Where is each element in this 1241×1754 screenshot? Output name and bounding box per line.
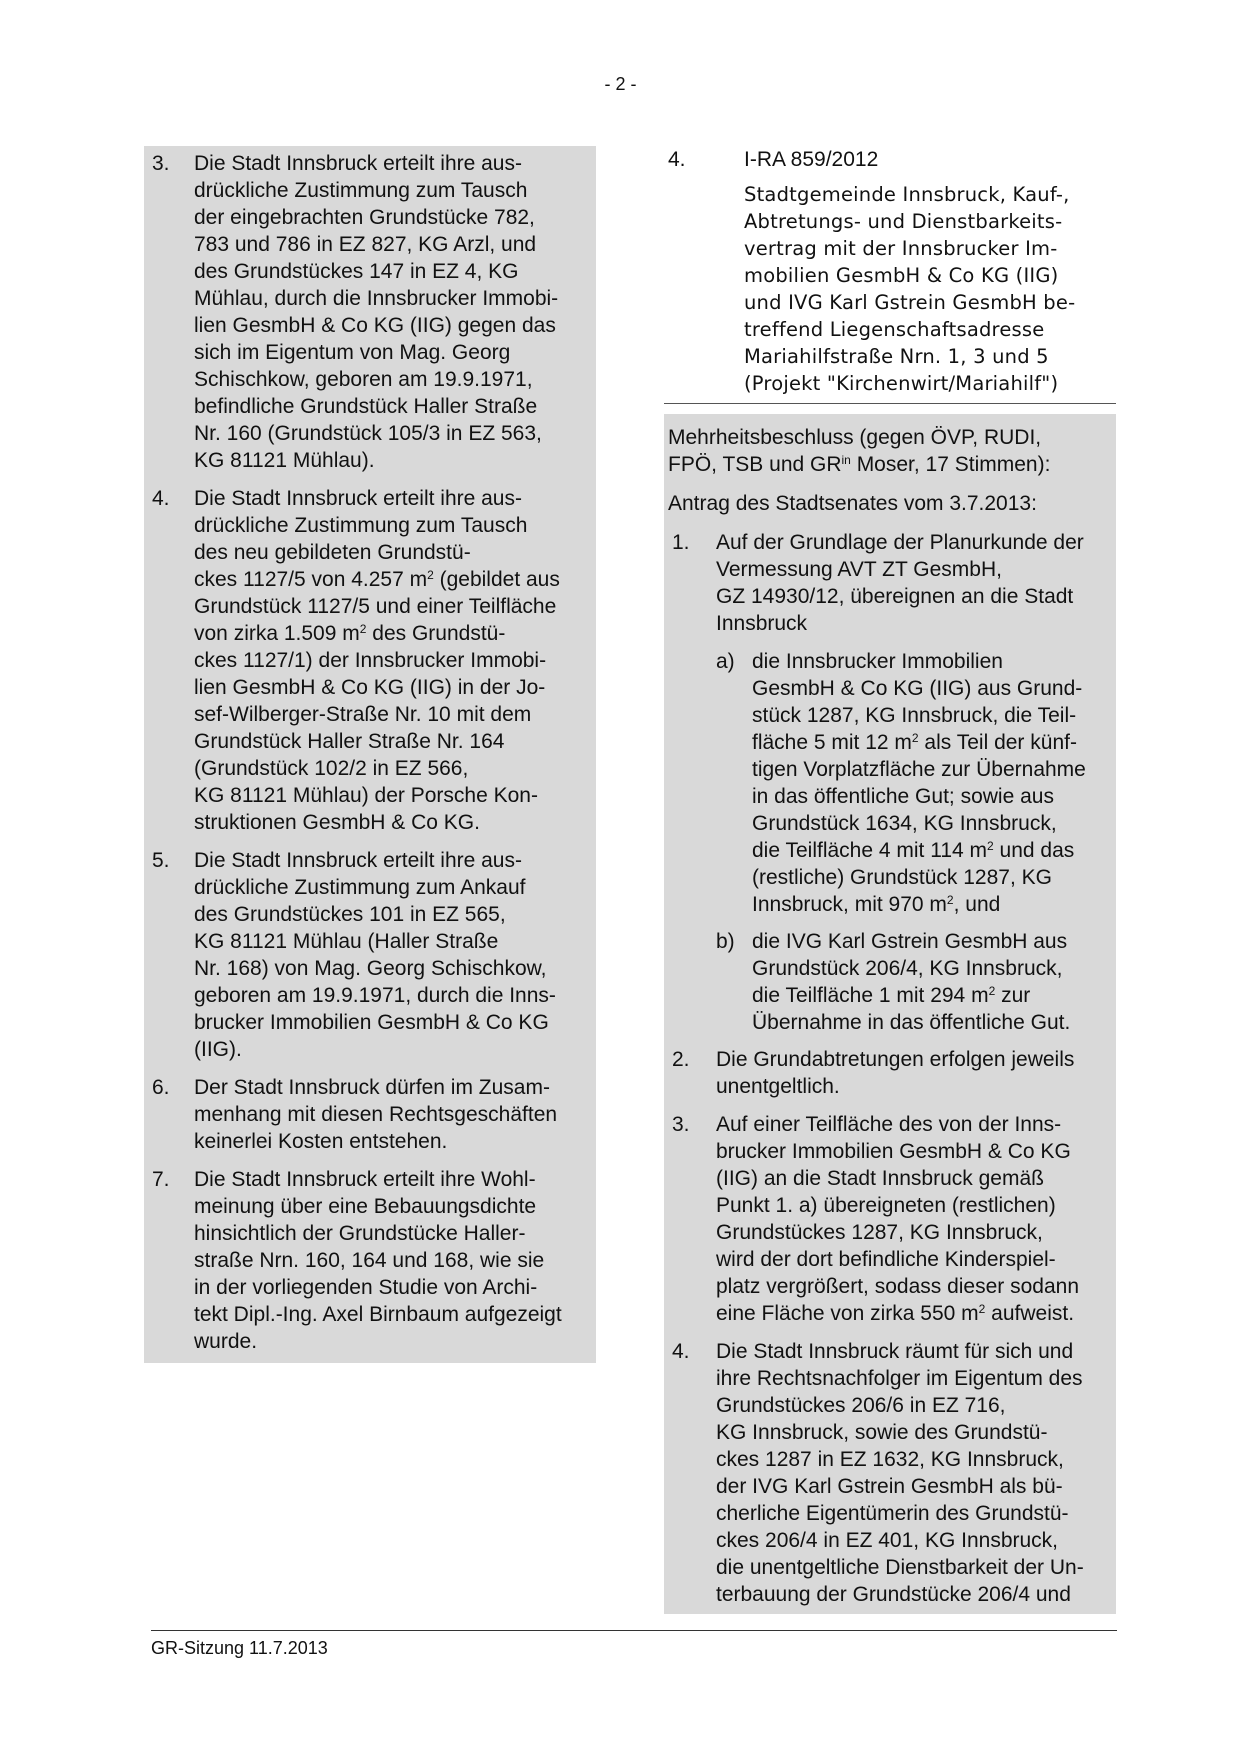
text-line: (IIG).: [194, 1038, 242, 1061]
header-divider: [664, 403, 1116, 404]
sub-item-text: [752, 648, 1112, 918]
item-text: [194, 847, 592, 1063]
text-line: ckes 1127/5 von 4.257 $m^2$ (gebildet aus: [194, 568, 560, 591]
text-line: ckes 1127/1) der Innsbrucker Immobi-: [194, 649, 547, 672]
text-line: (restliche) Grundstück 1287, KG: [752, 866, 1052, 889]
item-number: 3.: [672, 1113, 690, 1136]
text-line: Abtretungs- und Dienstbarkeits-: [744, 210, 1063, 233]
text-line: des neu gebildeten Grundstü-: [194, 541, 471, 564]
text-line: Der Stadt Innsbruck dürfen im Zusam-: [194, 1076, 550, 1099]
text-line: ckes 1287 in EZ 1632, KG Innsbruck,: [716, 1448, 1064, 1471]
text-line: (Projekt "Kirchenwirt/Mariahilf"): [744, 372, 1059, 395]
item-number: 5.: [152, 849, 170, 872]
superscript: 2: [427, 568, 434, 582]
list-item: [148, 1166, 592, 1355]
text-line: straße Nrn. 160, 164 und 168, wie sie: [194, 1249, 545, 1272]
footer-session-label: GR-Sitzung 11.7.2013: [151, 1638, 328, 1658]
text-line: Grundstück 1127/5 und einer Teilfläche: [194, 595, 557, 618]
list-item: [148, 150, 592, 474]
list-item: [148, 1074, 592, 1155]
text-line: Die Stadt Innsbruck erteilt ihre aus-: [194, 152, 522, 175]
text-line: lien GesmbH & Co KG (IIG) gegen das: [194, 314, 556, 337]
item-number: 6.: [152, 1076, 170, 1099]
text-line: drückliche Zustimmung zum Tausch: [194, 514, 528, 537]
text-line: die Teilfläche 4 mit 114 $m^2$ und das: [752, 839, 1075, 862]
text-line: Mühlau, durch die Innsbrucker Immobi-: [194, 287, 559, 310]
text-line: Grundstück 1634, KG Innsbruck,: [752, 812, 1057, 835]
right-shaded-block: [664, 414, 1116, 1614]
sub-item-text: [752, 928, 1112, 1036]
text-line: drückliche Zustimmung zum Ankauf: [194, 876, 526, 899]
item-text: [716, 1111, 1112, 1327]
superscript: 2: [946, 893, 954, 907]
item-text: [194, 1074, 592, 1155]
text-line: Innsbruck: [716, 612, 808, 635]
item-text: [716, 529, 1112, 637]
left-column-shaded-block: [144, 146, 596, 1363]
sub-item-letter: b): [716, 930, 735, 953]
text-line: befindliche Grundstück Haller Straße: [194, 395, 538, 418]
text-line: Mariahilfstraße Nrn. 1, 3 und 5: [744, 345, 1049, 368]
text-line: des Grundstückes 101 in EZ 565,: [194, 903, 506, 926]
text-line: Die Stadt Innsbruck räumt für sich und: [716, 1340, 1074, 1363]
item-text: [716, 1338, 1112, 1608]
item-number: 2.: [672, 1048, 690, 1071]
right-item-list: [668, 1046, 1112, 1608]
text-line: FPÖ, TSB und $GR^{in}$ Moser, 17 Stimmen):: [668, 453, 1051, 476]
text-line: unentgeltlich.: [716, 1075, 840, 1098]
text-line: KG 81121 Mühlau (Haller Straße: [194, 930, 499, 953]
item-number: 4.: [672, 1340, 690, 1363]
item-number: 7.: [152, 1168, 170, 1191]
text-line: Nr. 160 (Grundstück 105/3 in EZ 563,: [194, 422, 542, 445]
text-line: lien GesmbH & Co KG (IIG) in der Jo-: [194, 676, 546, 699]
agenda-subject: [744, 181, 1116, 397]
text-line: Übernahme in das öffentliche Gut.: [752, 1011, 1071, 1034]
text-line: von zirka 1.509 $m^2$ des Grundstü-: [194, 622, 506, 645]
superscript: 2: [987, 839, 994, 853]
text-line: sich im Eigentum von Mag. Georg: [194, 341, 511, 364]
text-line: Punkt 1. a) übereigneten (restlichen): [716, 1194, 1056, 1217]
text-line: geboren am 19.9.1971, durch die Inns-: [194, 984, 556, 1007]
text-line: KG Innsbruck, sowie des Grundstü-: [716, 1421, 1048, 1444]
text-line: Stadtgemeinde Innsbruck, Kauf-,: [744, 183, 1070, 206]
text-line: brucker Immobilien GesmbH & Co KG: [716, 1140, 1071, 1163]
text-line: GesmbH & Co KG (IIG) aus Grund-: [752, 677, 1083, 700]
text-line: tigen Vorplatzfläche zur Übernahme: [752, 758, 1086, 781]
list-item: [148, 847, 592, 1063]
agenda-number: 4.: [668, 148, 686, 171]
text-line: KG 81121 Mühlau).: [194, 449, 375, 472]
text-line: (Grundstück 102/2 in EZ 566,: [194, 757, 469, 780]
text-line: vertrag mit der Innsbrucker Im-: [744, 237, 1058, 260]
text-line: Auf der Grundlage der Planurkunde der: [716, 531, 1084, 554]
text-line: menhang mit diesen Rechtsgeschäften: [194, 1103, 558, 1126]
sub-item-a: [668, 648, 1112, 918]
text-line: Grundstückes 206/6 in EZ 716,: [716, 1394, 1006, 1417]
text-line: Die Grundabtretungen erfolgen jeweils: [716, 1048, 1075, 1071]
text-line: 783 und 786 in EZ 827, KG Arzl, und: [194, 233, 537, 256]
agenda-reference: I-RA 859/2012: [744, 148, 879, 171]
left-item-list: [148, 150, 592, 1355]
text-line: hinsichtlich der Grundstücke Haller-: [194, 1222, 526, 1245]
text-line: Nr. 168) von Mag. Georg Schischkow,: [194, 957, 547, 980]
text-line: Innsbruck, mit 970 $m^2$, und: [752, 893, 1001, 916]
text-line: Auf einer Teilfläche des von der Inns-: [716, 1113, 1062, 1136]
text-line: fläche 5 mit 12 $m^2$ als Teil der künf-: [752, 731, 1077, 754]
text-line: keinerlei Kosten entstehen.: [194, 1130, 448, 1153]
text-line: cherliche Eigentümerin des Grundstü-: [716, 1502, 1069, 1525]
list-item: [668, 1046, 1112, 1100]
sub-item-b: [668, 928, 1112, 1036]
list-item: [668, 529, 1112, 637]
text-line: die Teilfläche 1 mit 294 $m^2$ zur: [752, 984, 1031, 1007]
text-line: des Grundstückes 147 in EZ 4, KG: [194, 260, 519, 283]
text-line: mobilien GesmbH & Co KG (IIG): [744, 264, 1059, 287]
list-item: [148, 485, 592, 836]
sub-item-letter: a): [716, 650, 735, 673]
text-line: Vermessung AVT ZT GesmbH,: [716, 558, 1002, 581]
text-line: die unentgeltliche Dienstbarkeit der Un-: [716, 1556, 1084, 1579]
text-line: stück 1287, KG Innsbruck, die Teil-: [752, 704, 1077, 727]
text-line: Grundstückes 1287, KG Innsbruck,: [716, 1221, 1043, 1244]
text-line: GZ 14930/12, übereignen an die Stadt: [716, 585, 1074, 608]
text-line: Die Stadt Innsbruck erteilt ihre aus-: [194, 849, 522, 872]
text-line: Schischkow, geboren am 19.9.1971,: [194, 368, 533, 391]
resolution-text: [668, 424, 1112, 478]
text-line: in das öffentliche Gut; sowie aus: [752, 785, 1054, 808]
text-line: Grundstück 206/4, KG Innsbruck,: [752, 957, 1063, 980]
text-line: Grundstück Haller Straße Nr. 164: [194, 730, 505, 753]
text-line: tekt Dipl.-Ing. Axel Birnbaum aufgezeigt: [194, 1303, 562, 1326]
text-line: der eingebrachten Grundstücke 782,: [194, 206, 535, 229]
text-line: terbauung der Grundstücke 206/4 und: [716, 1583, 1071, 1606]
text-line: ckes 206/4 in EZ 401, KG Innsbruck,: [716, 1529, 1059, 1552]
text-line: eine Fläche von zirka 550 $m^2$ aufweist.: [716, 1302, 1075, 1325]
footer-divider: [151, 1630, 1117, 1631]
list-item: [668, 1111, 1112, 1327]
list-item: [668, 1338, 1112, 1608]
text-line: wurde.: [194, 1330, 258, 1353]
text-line: Die Stadt Innsbruck erteilt ihre Wohl-: [194, 1168, 536, 1191]
text-line: drückliche Zustimmung zum Tausch: [194, 179, 528, 202]
superscript: 2: [911, 731, 919, 745]
text-line: struktionen GesmbH & Co KG.: [194, 811, 480, 834]
text-line: der IVG Karl Gstrein GesmbH als bü-: [716, 1475, 1063, 1498]
text-line: treffend Liegenschaftsadresse: [744, 318, 1045, 341]
item-number: 3.: [152, 152, 170, 175]
text-line: KG 81121 Mühlau) der Porsche Kon-: [194, 784, 538, 807]
superscript: 2: [978, 1302, 986, 1316]
text-line: brucker Immobilien GesmbH & Co KG: [194, 1011, 549, 1034]
item-text: [194, 1166, 592, 1355]
text-line: in der vorliegenden Studie von Archi-: [194, 1276, 538, 1299]
text-line: Die Stadt Innsbruck erteilt ihre aus-: [194, 487, 522, 510]
text-line: die IVG Karl Gstrein GesmbH aus: [752, 930, 1068, 953]
superscript: 2: [359, 622, 367, 636]
text-line: sef-Wilberger-Straße Nr. 10 mit dem: [194, 703, 532, 726]
text-line: ihre Rechtsnachfolger im Eigentum des: [716, 1367, 1083, 1390]
text-line: die Innsbrucker Immobilien: [752, 650, 1003, 673]
text-line: platz vergrößert, sodass dieser sodann: [716, 1275, 1080, 1298]
item-text: [716, 1046, 1112, 1100]
item-number: 1.: [672, 531, 690, 554]
motion-text: Antrag des Stadtsenates vom 3.7.2013:: [668, 492, 1037, 515]
item-number: 4.: [152, 487, 170, 510]
page-number: - 2 -: [604, 74, 637, 94]
text-line: meinung über eine Bebauungsdichte: [194, 1195, 537, 1218]
text-line: (IIG) an die Stadt Innsbruck gemäß: [716, 1167, 1044, 1190]
text-line: Mehrheitsbeschluss (gegen ÖVP, RUDI,: [668, 426, 1042, 449]
superscript: in: [841, 453, 851, 467]
item-text: [194, 150, 592, 474]
superscript: 2: [988, 984, 996, 998]
right-column: [664, 146, 1116, 1614]
item-text: [194, 485, 592, 836]
agenda-header: [664, 146, 1116, 173]
text-line: und IVG Karl Gstrein GesmbH be-: [744, 291, 1076, 314]
text-line: wird der dort befindliche Kinderspiel-: [716, 1248, 1056, 1271]
